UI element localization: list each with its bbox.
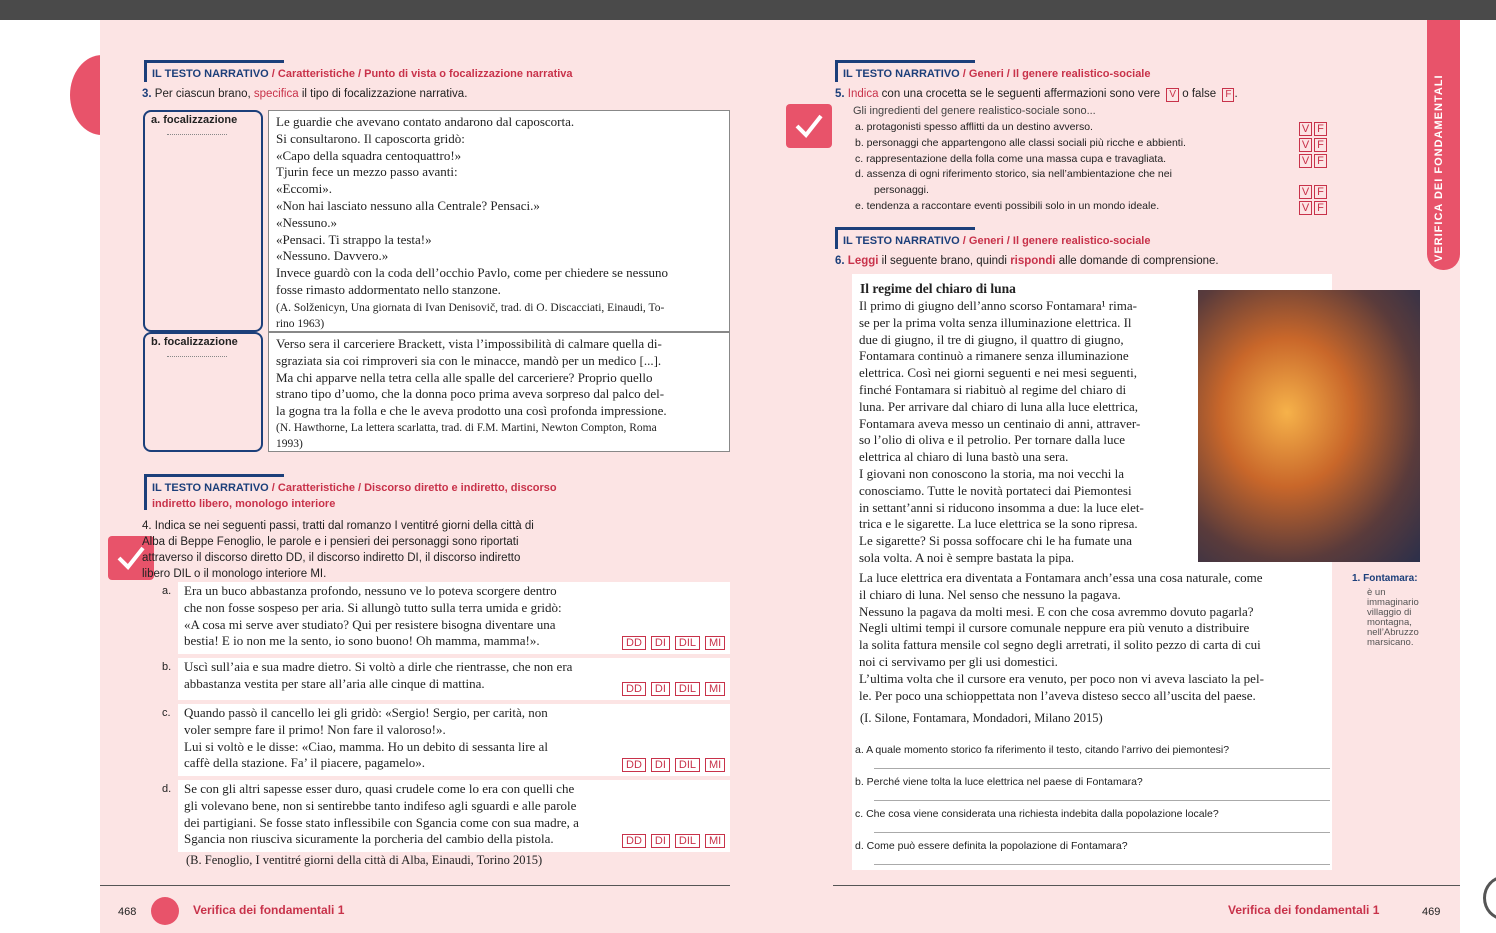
page-number-left: 468 (118, 906, 137, 918)
item-choices (617, 834, 725, 848)
reading-b-line: Negli ultimi tempi il cursore comunale neppure era più venuto a distribuire (859, 620, 1250, 636)
footnote-title: 1. Fontamara: (1352, 573, 1418, 584)
reading-line: Il primo di giugno dell’anno scorso Fontamara¹ rima- (859, 298, 1137, 313)
item-choices (617, 682, 725, 696)
choice-f-checkbox[interactable]: F (1314, 154, 1327, 168)
vertical-tab-label: VERIFICA DEI FONDAMENTALI (1433, 74, 1445, 262)
passage-b-line: Verso sera il carceriere Brackett, vista l’impossibilità di calmare quella di- (276, 336, 662, 351)
reading-b-line: le. Per poco una schioppettata non l’aveva disteso secco all’uscita del paese. (859, 687, 1256, 703)
reading-line: elettrica. Così nei giorni seguenti e nei mesi seguenti, (859, 365, 1137, 381)
question-4 (142, 518, 534, 582)
viewer-top-bar (0, 0, 1496, 20)
q5-option: e. tendenza a raccontare eventi possibili solo in un mondo ideale. (855, 200, 1160, 212)
q4-line: Alba di Beppe Fenoglio, le parole e i pensieri dei personaggi sono riportati (142, 536, 519, 548)
choice-mi-checkbox[interactable]: MI (705, 834, 725, 848)
footnote-line: nell’Abruzzo (1367, 627, 1419, 638)
label-b: b. focalizzazione (151, 336, 238, 348)
source-b-line: (N. Hawthorne, La lettera scarlatta, trad. di F.M. Martini, Newton Compton, Roma (276, 422, 657, 434)
vf-choices (1297, 154, 1327, 168)
choice-dil-checkbox[interactable]: DIL (675, 758, 700, 772)
choice-dil-checkbox[interactable]: DIL (675, 834, 700, 848)
item-choices (617, 636, 725, 650)
item-text: Se con gli altri sapesse esser duro, quasi crudele come lo era con quelli che gli volevano bene, non si sentirebbe tanto indifeso agli sguardi e alle parole dei partigiani. Se fosse stato inflessibile con Sgancia come con sua madre, a Sgancia non riusciva sicuramente la porcheria del cambio della pistola. (184, 781, 579, 847)
footer-right: Verifica dei fondamentali 1 (1228, 903, 1380, 917)
choice-dil-checkbox[interactable]: DIL (675, 682, 700, 696)
passage-b-line: la gogna tra la folla e che le aveva prodotto una così profonda impressione. (276, 403, 667, 419)
source-a-line: (A. Solženicyn, Una giornata di Ivan Denisovič, trad. di O. Discacciati, Einaudi, To- (276, 302, 665, 314)
passage-a-source (276, 300, 664, 332)
item-text: Quando passò il cancello lei gli gridò: «Sergio! Sergio, per carità, non voler sempre fare il primo! Non fare il valoroso!». Lui si voltò e le disse: «Ciao, mamma. Ho un debito di sessanta lire al caffè della stazione. Fa’ il piacere, pagamelo». (184, 705, 548, 771)
footnote-line: montagna, (1367, 617, 1412, 628)
choice-f-checkbox[interactable]: F (1314, 122, 1327, 136)
reading-text-2 (859, 570, 1264, 704)
q5-intro: Gli ingredienti del genere realistico-sociale sono... (853, 105, 1096, 117)
reading-title: Il regime del chiaro di luna (860, 281, 1016, 296)
passage-b-line: Ma chi apparve nella tetra cella alle spalle del carceriere? Proprio quello (276, 369, 653, 385)
footnote-line: marsicano. (1367, 637, 1414, 648)
q4-line: attraverso il discorso diretto DD, il discorso indiretto DI, il discorso indiretto (142, 552, 521, 564)
choice-v-checkbox[interactable]: V (1299, 138, 1312, 152)
reading-b-line: La luce elettrica era diventata a Fontamara anch’essa una cosa naturale, come (859, 570, 1263, 585)
reading-line: Fontamara aveva messo un centinaio di anni, attraver- (859, 415, 1141, 431)
question-3: 3. Per ciascun brano, specifica il tipo di focalizzazione narrativa. (142, 88, 468, 100)
reading-line: se per la prima volta senza illuminazione elettrica. Il (859, 314, 1132, 330)
label-a: a. focalizzazione (151, 114, 238, 126)
reading-b-line: il chiaro di luna. Nel senso che nessuno la pagava. (859, 586, 1121, 602)
reading-b-line: noi ci servivamo per gli usi domestici. (859, 653, 1058, 669)
passage-a-line: «Nessuno.» (276, 214, 338, 230)
choice-v-checkbox[interactable]: V (1299, 122, 1312, 136)
question-6: 6. Leggi il seguente brano, quindi rispondi alle domande di comprensione. (835, 255, 1219, 267)
choice-mi-checkbox[interactable]: MI (705, 682, 725, 696)
vf-choices (1297, 138, 1327, 152)
silone-source: (I. Silone, Fontamara, Mondadori, Milano 2015) (860, 711, 1103, 725)
vf-choices (1297, 201, 1327, 215)
vf-choices (1297, 122, 1327, 136)
footnote-text (1367, 588, 1419, 648)
reading-text-1 (859, 298, 1144, 567)
choice-v-checkbox[interactable]: V (1299, 185, 1312, 199)
choice-dd-checkbox[interactable]: DD (622, 682, 646, 696)
reading-b-line: la solita fattura mensile col segno degli arretrati, il solito pezzo di carta di cui (859, 637, 1261, 653)
comprehension-question: b. Perché viene tolta la luce elettrica nel paese di Fontamara? (855, 776, 1143, 788)
answer-field-a[interactable] (143, 110, 263, 332)
fontamara-photo (1198, 290, 1420, 562)
passage-a-text (276, 114, 668, 299)
answer-line[interactable] (874, 832, 1330, 833)
choice-mi-checkbox[interactable]: MI (705, 758, 725, 772)
reading-line: luna. Per arrivare dal chiaro di luna alla luce elettrica, (859, 398, 1138, 414)
reading-line: in settant’anni si riducono insomma a due: la luce elet- (859, 499, 1144, 515)
item-label: a. (162, 585, 172, 597)
reading-b-line: L’ultima volta che il cursore era venuto, per poco non vi aveva lasciato la pel- (859, 670, 1264, 686)
passage-a-line: «Pensaci. Ti strappo la testa!» (276, 231, 432, 247)
choice-di-checkbox[interactable]: DI (651, 758, 670, 772)
page-turn-icon[interactable] (1483, 876, 1496, 920)
choice-f-checkbox[interactable]: F (1314, 185, 1327, 199)
vertical-tab[interactable] (1427, 20, 1460, 270)
passage-b-source (276, 420, 657, 452)
q5-option: b. personaggi che appartengono alle classi sociali più ricche e abbienti. (855, 137, 1186, 149)
checkmark-icon-2 (786, 104, 832, 148)
reading-line: elettrica al chiaro di luna bastò una sera. (859, 449, 1069, 465)
reading-line: sola volta. A noi è sempre bastata la pipa. (859, 549, 1075, 565)
vf-choices (1297, 185, 1327, 199)
page-number-right: 469 (1422, 906, 1441, 918)
passage-a-line: «Eccomi». (276, 181, 332, 197)
answer-line[interactable] (874, 864, 1330, 865)
section-header-genere-2: IL TESTO NARRATIVO / Generi / Il genere realistico-sociale (843, 235, 1150, 247)
reading-line: Le sigarette? Si possa soffocare chi le ha fumate una (859, 533, 1133, 549)
source-b-line: 1993) (276, 438, 303, 450)
reading-line: I giovani non conoscono la storia, ma noi vecchi la (859, 465, 1124, 481)
fenoglio-source: (B. Fenoglio, I ventitré giorni della città di Alba, Einaudi, Torino 2015) (186, 853, 543, 867)
reading-line: due di giugno, il tre di giugno, il quattro di giugno, (859, 331, 1124, 347)
item-label: b. (162, 661, 172, 673)
reading-line: finché Fontamara si riabituò al regime del chiaro di (859, 381, 1127, 397)
choice-dd-checkbox[interactable]: DD (622, 834, 646, 848)
section-header-focalizzazione: IL TESTO NARRATIVO / Caratteristiche / Punto di vista o focalizzazione narrativa (152, 68, 573, 80)
answer-line[interactable] (874, 768, 1330, 769)
item-text: Era un buco abbastanza profondo, nessuno ve lo poteva scorgere dentro che non fosse sospeso per aria. Si allungò tutto sulla terra umida e gridò: «A cosa mi serve aver studiato? Qui per resistere bisogna diventare una bestia! E io non me la sento, io sono buono! Oh mamma, mamma!». (184, 583, 562, 649)
comprehension-question: c. Che cosa viene considerata una richiesta indebita dalla popolazione locale? (855, 808, 1219, 820)
choice-f-checkbox[interactable]: F (1314, 138, 1327, 152)
q5-option: personaggi. (874, 184, 929, 196)
passage-a-line: «Capo della squadra centoquattro!» (276, 147, 462, 163)
q5-option: a. protagonisti spesso afflitti da un destino avverso. (855, 121, 1093, 133)
choice-v-checkbox[interactable]: V (1299, 201, 1312, 215)
choice-di-checkbox[interactable]: DI (651, 636, 670, 650)
q5-option: c. rappresentazione della folla come una massa cupa e travagliata. (855, 153, 1167, 165)
passage-b-line: sgraziata sia coi rimproveri sia con le minacce, mandò per un medico [...]. (276, 352, 662, 368)
passage-a-line: «Non hai lasciato nessuno alla Centrale? Pensaci.» (276, 197, 540, 213)
reading-b-line: Nessuno la pagava da molti mesi. E con che cosa avremmo dovuto pagarla? (859, 603, 1254, 619)
item-text: Uscì sull’aia e sua madre dietro. Si voltò a dirle che rientrasse, che non era abbastanza vestita per stare all’aria alle cinque di mattina. (184, 659, 573, 691)
section-header-genere-1: IL TESTO NARRATIVO / Generi / Il genere realistico-sociale (843, 68, 1150, 80)
choice-f-checkbox[interactable]: F (1314, 201, 1327, 215)
item-label: c. (162, 707, 171, 719)
q4-line: libero DIL o il monologo interiore MI. (142, 568, 327, 580)
reading-line: so l’olio di oliva e il petrolio. Per tornare dalla luce (859, 432, 1126, 448)
source-a-line: rino 1963) (276, 318, 325, 330)
passage-b-line: strano tipo d’uomo, che la donna poco prima aveva sorpreso dal palco del- (276, 386, 665, 402)
footnote-line: è un (1367, 587, 1386, 598)
choice-di-checkbox[interactable]: DI (651, 682, 670, 696)
section-header-discorso: IL TESTO NARRATIVO / Caratteristiche / Discorso diretto e indiretto, discorso indiretto libero, monologo interiore (152, 482, 557, 510)
reading-line: Fontamara continuò a rimanere senza illuminazione (859, 348, 1129, 364)
comprehension-question: a. A quale momento storico fa riferimento il testo, citando l’arrivo dei piemontesi? (855, 744, 1230, 756)
passage-a-line: «Nessuno. Davvero.» (276, 248, 389, 264)
reading-line: trica e le sigarette. La luce elettrica se la sono ripresa. (859, 516, 1138, 532)
footnote-line: immaginario (1367, 597, 1419, 608)
reading-line: conosciamo. Tutte le novità portateci dai Piemontesi (859, 482, 1132, 498)
passage-a-line: Si consultarono. Il caposcorta gridò: (276, 130, 465, 146)
passage-a-line: Invece guardò con la coda dell’occhio Pavlo, come per chiedere se nessuno (276, 265, 669, 281)
q4-line: 4. Indica se nei seguenti passi, tratti dal romanzo I ventitré giorni della città di (142, 520, 534, 532)
choice-dd-checkbox[interactable]: DD (622, 758, 646, 772)
comprehension-question: d. Come può essere definita la popolazione di Fontamara? (855, 840, 1128, 852)
footer-left: Verifica dei fondamentali 1 (193, 903, 345, 917)
passage-a-line: Le guardie che avevano contato andarono dal caposcorta. (276, 114, 575, 129)
question-5: 5. Indica con una crocetta se le seguenti affermazioni sono vere V o false F . (835, 88, 1238, 100)
q5-option: d. assenza di ogni riferimento storico, sia nell’ambientazione che nei (855, 168, 1172, 180)
passage-a-line: Tjurin fece un mezzo passo avanti: (276, 164, 458, 180)
choice-mi-checkbox[interactable]: MI (705, 636, 725, 650)
passage-b-text (276, 336, 667, 420)
choice-di-checkbox[interactable]: DI (651, 834, 670, 848)
choice-v-checkbox[interactable]: V (1299, 154, 1312, 168)
page-dot-left (151, 897, 179, 925)
item-label: d. (162, 783, 172, 795)
footnote-line: villaggio di (1367, 607, 1412, 618)
answer-line[interactable] (874, 800, 1330, 801)
choice-dd-checkbox[interactable]: DD (622, 636, 646, 650)
item-choices (617, 758, 725, 772)
choice-dil-checkbox[interactable]: DIL (675, 636, 700, 650)
answer-field-b[interactable] (143, 332, 263, 452)
passage-a-line: fosse rimasto addormentato nello stanzone. (276, 281, 501, 297)
